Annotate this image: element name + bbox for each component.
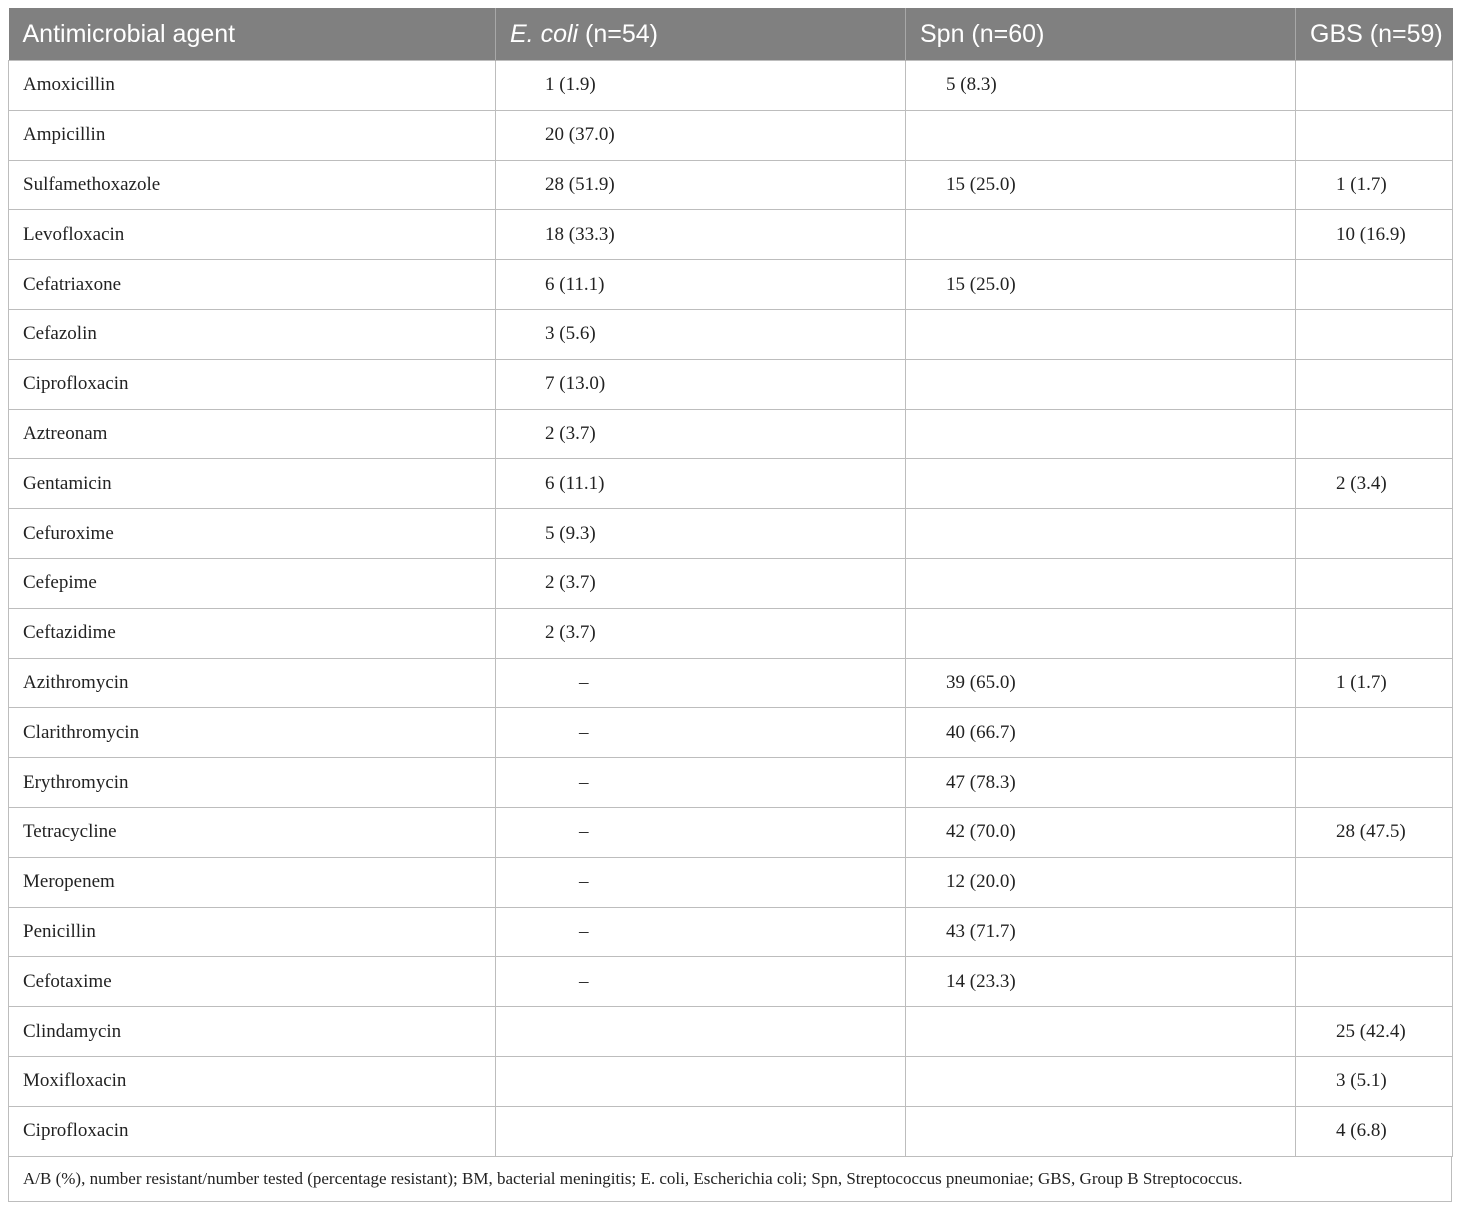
cell-agent: Gentamicin [9,459,496,509]
cell-spn: 47 (78.3) [906,758,1296,808]
cell-ecoli: – [496,957,906,1007]
cell-gbs [1296,260,1453,310]
header-ecoli [496,8,906,61]
cell-gbs [1296,608,1453,658]
cell-ecoli: 2 (3.7) [496,409,906,459]
cell-ecoli [496,1106,906,1156]
cell-gbs [1296,409,1453,459]
cell-spn [906,1007,1296,1057]
cell-gbs [1296,61,1453,111]
cell-gbs: 10 (16.9) [1296,210,1453,260]
cell-gbs: 2 (3.4) [1296,459,1453,509]
cell-ecoli: 2 (3.7) [496,558,906,608]
cell-spn [906,1056,1296,1106]
cell-gbs: 1 (1.7) [1296,160,1453,210]
table-row [9,608,1453,658]
cell-agent: Ciprofloxacin [9,359,496,409]
cell-spn: 39 (65.0) [906,658,1296,708]
cell-agent: Tetracycline [9,807,496,857]
cell-ecoli: – [496,758,906,808]
table-row [9,110,1453,160]
cell-spn: 42 (70.0) [906,807,1296,857]
cell-spn [906,359,1296,409]
cell-agent: Cefepime [9,558,496,608]
cell-spn [906,558,1296,608]
cell-spn [906,608,1296,658]
cell-ecoli: 3 (5.6) [496,309,906,359]
cell-gbs [1296,110,1453,160]
cell-ecoli: 2 (3.7) [496,608,906,658]
cell-agent: Clindamycin [9,1007,496,1057]
header-spn: Spn (n=60) [906,8,1296,61]
cell-agent: Azithromycin [9,658,496,708]
cell-agent: Clarithromycin [9,708,496,758]
table-header [9,8,1453,61]
cell-agent: Erythromycin [9,758,496,808]
cell-gbs [1296,907,1453,957]
cell-gbs [1296,309,1453,359]
cell-agent: Ampicillin [9,110,496,160]
cell-spn [906,110,1296,160]
cell-gbs: 25 (42.4) [1296,1007,1453,1057]
resistance-table [8,8,1453,1157]
cell-spn: 15 (25.0) [906,260,1296,310]
cell-ecoli: – [496,708,906,758]
table-row [9,957,1453,1007]
cell-spn: 15 (25.0) [906,160,1296,210]
cell-spn [906,509,1296,559]
table-row [9,857,1453,907]
cell-agent: Amoxicillin [9,61,496,111]
table-row [9,509,1453,559]
cell-gbs: 3 (5.1) [1296,1056,1453,1106]
cell-gbs [1296,957,1453,1007]
cell-agent: Cefazolin [9,309,496,359]
cell-agent: Aztreonam [9,409,496,459]
cell-gbs [1296,758,1453,808]
cell-spn [906,210,1296,260]
header-gbs: GBS (n=59) [1296,8,1453,61]
cell-ecoli: – [496,807,906,857]
cell-gbs: 1 (1.7) [1296,658,1453,708]
cell-gbs [1296,359,1453,409]
table-row [9,1106,1453,1156]
cell-ecoli: 20 (37.0) [496,110,906,160]
cell-spn [906,459,1296,509]
cell-ecoli: 6 (11.1) [496,459,906,509]
cell-spn [906,309,1296,359]
cell-ecoli: 7 (13.0) [496,359,906,409]
table-row [9,907,1453,957]
cell-spn: 5 (8.3) [906,61,1296,111]
resistance-table-container [8,8,1452,1202]
cell-ecoli: 28 (51.9) [496,160,906,210]
cell-ecoli [496,1007,906,1057]
cell-agent: Cefotaxime [9,957,496,1007]
cell-agent: Penicillin [9,907,496,957]
table-row [9,359,1453,409]
table-row [9,459,1453,509]
table-row [9,61,1453,111]
cell-spn [906,409,1296,459]
table-row [9,708,1453,758]
table-row [9,1007,1453,1057]
cell-agent: Cefatriaxone [9,260,496,310]
cell-ecoli: – [496,857,906,907]
header-ecoli-count: (n=54) [578,19,659,48]
table-row [9,1056,1453,1106]
table-footnote: A/B (%), number resistant/number tested (percentage resistant); BM, bacterial meningitis; E. coli, Escherichia coli; Spn, Streptococcus pneumoniae; GBS, Group B Streptococcus. [8,1157,1452,1202]
header-antimicrobial-agent: Antimicrobial agent [9,8,496,61]
cell-agent: Sulfamethoxazole [9,160,496,210]
cell-agent: Levofloxacin [9,210,496,260]
table-row [9,758,1453,808]
cell-agent: Meropenem [9,857,496,907]
cell-gbs [1296,708,1453,758]
cell-gbs [1296,509,1453,559]
table-row [9,210,1453,260]
cell-spn [906,1106,1296,1156]
cell-ecoli: 5 (9.3) [496,509,906,559]
table-row [9,807,1453,857]
cell-ecoli: 18 (33.3) [496,210,906,260]
cell-spn: 14 (23.3) [906,957,1296,1007]
cell-agent: Ciprofloxacin [9,1106,496,1156]
table-row [9,260,1453,310]
cell-ecoli: 1 (1.9) [496,61,906,111]
header-ecoli-organism: E. coli [510,19,579,48]
table-row [9,160,1453,210]
cell-spn: 12 (20.0) [906,857,1296,907]
cell-ecoli: 6 (11.1) [496,260,906,310]
cell-agent: Moxifloxacin [9,1056,496,1106]
table-row [9,558,1453,608]
cell-spn: 43 (71.7) [906,907,1296,957]
header-row [9,8,1453,61]
cell-gbs [1296,857,1453,907]
table-body [9,61,1453,1157]
table-row [9,309,1453,359]
cell-ecoli [496,1056,906,1106]
cell-gbs: 28 (47.5) [1296,807,1453,857]
cell-ecoli: – [496,658,906,708]
cell-gbs [1296,558,1453,608]
table-row [9,658,1453,708]
cell-gbs: 4 (6.8) [1296,1106,1453,1156]
table-row [9,409,1453,459]
cell-spn: 40 (66.7) [906,708,1296,758]
cell-agent: Ceftazidime [9,608,496,658]
cell-agent: Cefuroxime [9,509,496,559]
cell-ecoli: – [496,907,906,957]
